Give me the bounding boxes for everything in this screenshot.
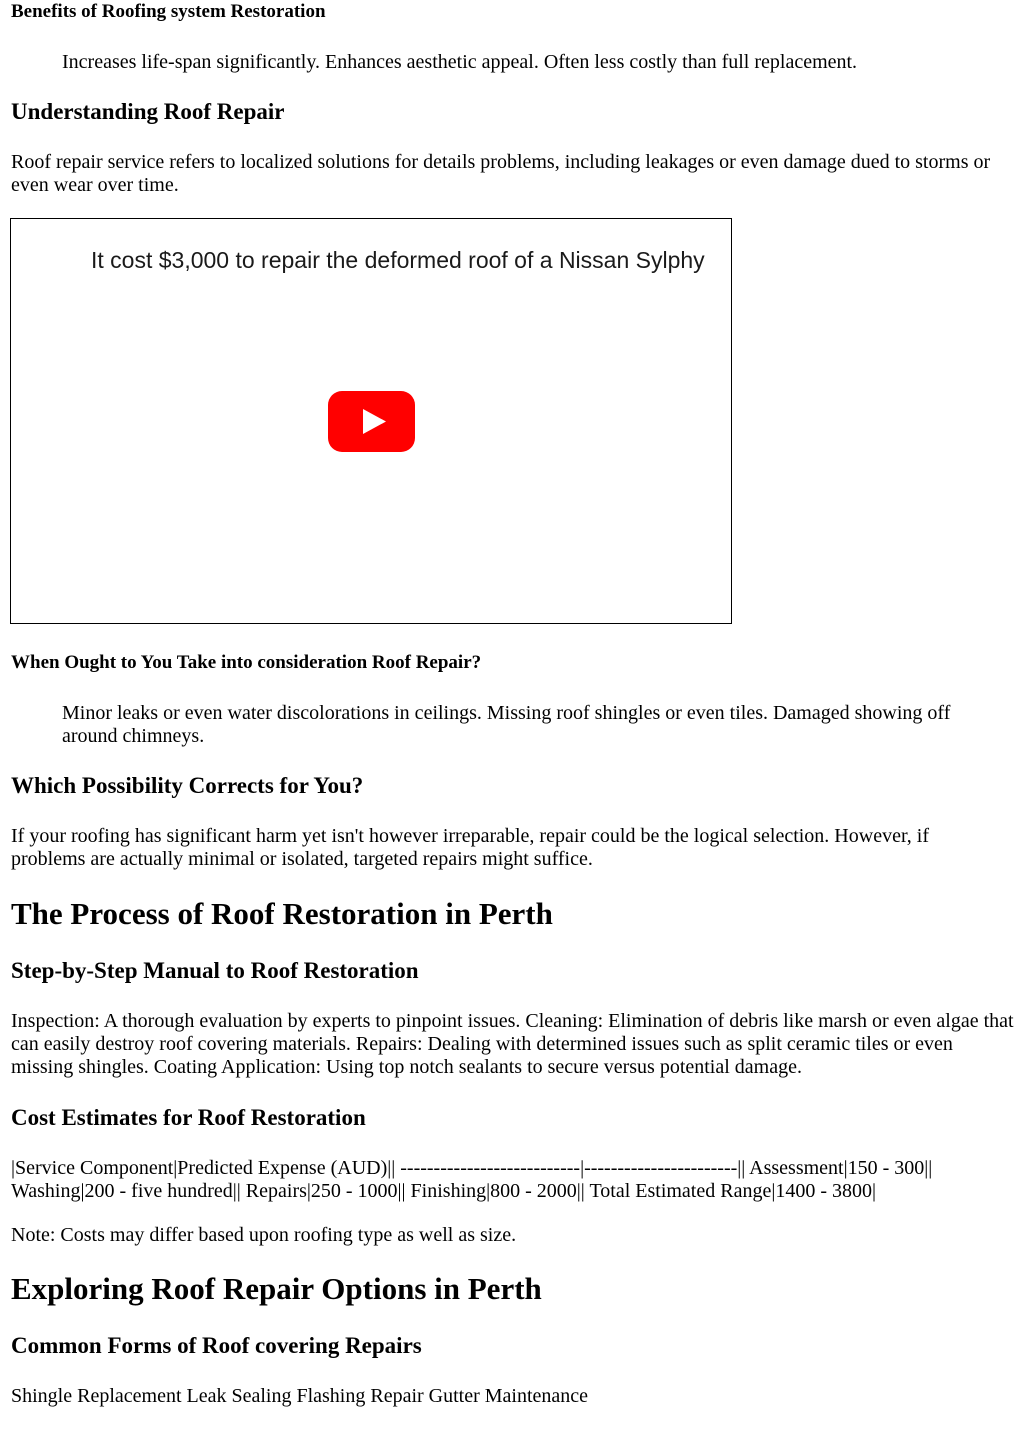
when-heading: When Ought to You Take into consideration Roof Repair? bbox=[11, 652, 482, 673]
exploring-heading: Exploring Roof Repair Options in Perth bbox=[11, 1271, 542, 1306]
video-embed[interactable] bbox=[10, 218, 732, 624]
understanding-heading: Understanding Roof Repair bbox=[11, 99, 285, 124]
note-text: Note: Costs may differ based upon roofing type as well as size. bbox=[11, 1224, 517, 1246]
which-heading: Which Possibility Corrects for You? bbox=[11, 773, 364, 798]
benefits-text: Increases life-span significantly. Enhances aesthetic appeal. Often less costly than full replacement. bbox=[62, 51, 858, 73]
understanding-text: Roof repair service refers to localized solutions for details problems, including leakages or even damage dued to storms or even wear over time. bbox=[11, 151, 991, 196]
common-text: Shingle Replacement Leak Sealing Flashing Repair Gutter Maintenance bbox=[11, 1385, 589, 1407]
when-text: Minor leaks or even water discolorations in ceilings. Missing roof shingles or even tiles. Damaged showing off around chimneys. bbox=[62, 702, 951, 747]
video-title[interactable]: It cost $3,000 to repair the deformed roof of a Nissan Sylphy bbox=[91, 247, 705, 273]
cost-heading: Cost Estimates for Roof Restoration bbox=[11, 1105, 366, 1130]
common-heading: Common Forms of Roof covering Repairs bbox=[11, 1333, 422, 1358]
process-heading: The Process of Roof Restoration in Perth bbox=[11, 896, 553, 931]
cost-text: |Service Component|Predicted Expense (AUD)|| ---------------------------|-----------------------|| Assessment|150 - 300|| Washing|200 - five hundred|| Repairs|250 - 1000|| Finishing|800 - 2000|| Total Estimated Range|1400 - 3800| bbox=[11, 1157, 933, 1202]
steps-heading: Step-by-Step Manual to Roof Restoration bbox=[11, 958, 419, 983]
which-text: If your roofing has significant harm yet isn't however irreparable, repair could be the logical selection. However, if problems are actually minimal or isolated, targeted repairs might suffice. bbox=[11, 825, 930, 870]
steps-text: Inspection: A thorough evaluation by experts to pinpoint issues. Cleaning: Elimination of debris like marsh or even algae that can easily destroy roof covering materials. Repairs: Dealing with determined issues such as split ceramic tiles or even missing shingles. Coating Application: Using top notch sealants to secure versus potential damage. bbox=[11, 1010, 1014, 1078]
play-icon[interactable] bbox=[328, 391, 415, 452]
benefits-heading: Benefits of Roofing system Restoration bbox=[11, 1, 326, 22]
